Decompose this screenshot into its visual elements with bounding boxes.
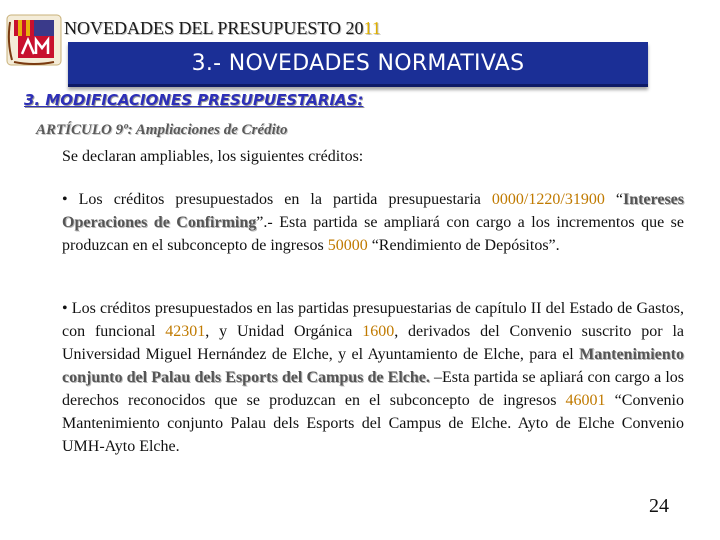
p1-text-4: “Rendimiento de Depósitos”.	[367, 237, 560, 254]
page-number: 24	[649, 495, 669, 517]
header-title-prefix: NOVEDADES DEL PRESUPUESTO 20	[64, 18, 364, 38]
p1-text-1: • Los créditos presupuestados en la partida presupuestaria	[62, 191, 492, 208]
intro-text: Se declaran ampliables, los siguientes créditos:	[62, 148, 364, 165]
p1-income-code: 50000	[327, 237, 368, 254]
p1-budget-code: 0000/1220/31900	[491, 191, 605, 208]
article-title: ARTÍCULO 9º: Ampliaciones de Crédito	[36, 122, 288, 138]
p2-text-4: –Esta partida se apliará con cargo a los derechos reconocidos que se produzcan en el subconcepto de ingresos	[62, 369, 684, 409]
p2-text-3: , derivados del Convenio suscrito por la Universidad Miguel Hernández de Elche, y el Ayuntamiento de Elche, para el	[62, 323, 685, 363]
university-logo-icon	[4, 12, 64, 68]
paragraph-1	[62, 188, 684, 257]
p2-text-2: , y Unidad Orgánica	[205, 323, 363, 340]
title-banner	[68, 42, 648, 87]
p2-emphasis: Mantenimiento conjunto del Palau dels Esports del Campus de Elche.	[62, 346, 684, 386]
p2-functional-code: 42301	[165, 323, 206, 340]
p2-income-code: 46001	[565, 392, 606, 409]
p1-text-3: ”.- Esta partida se ampliará con cargo a los incrementos que se produzcan en el subconcepto de ingresos	[62, 214, 684, 254]
header-year-suffix: 11	[363, 18, 381, 38]
paragraph-2	[62, 297, 684, 458]
banner-title: 3.- NOVEDADES NORMATIVAS	[191, 50, 525, 76]
section-title: 3. MODIFICACIONES PRESUPUESTARIAS:	[24, 91, 364, 109]
p2-text-5: “Convenio Mantenimiento conjunto Palau dels Esports del Campus de Elche. Ayto de Elche Convenio UMH-Ayto Elche.	[62, 392, 684, 455]
p2-organic-unit-code: 1600	[362, 323, 395, 340]
presentation-header	[64, 18, 398, 40]
p1-emphasis: Intereses Operaciones de Confirming	[62, 191, 684, 231]
p1-text-2: “	[604, 191, 623, 208]
p2-text-1: • Los créditos presupuestados en las partidas presupuestarias de capítulo II del Estado de Gastos, con funcional	[62, 300, 684, 340]
